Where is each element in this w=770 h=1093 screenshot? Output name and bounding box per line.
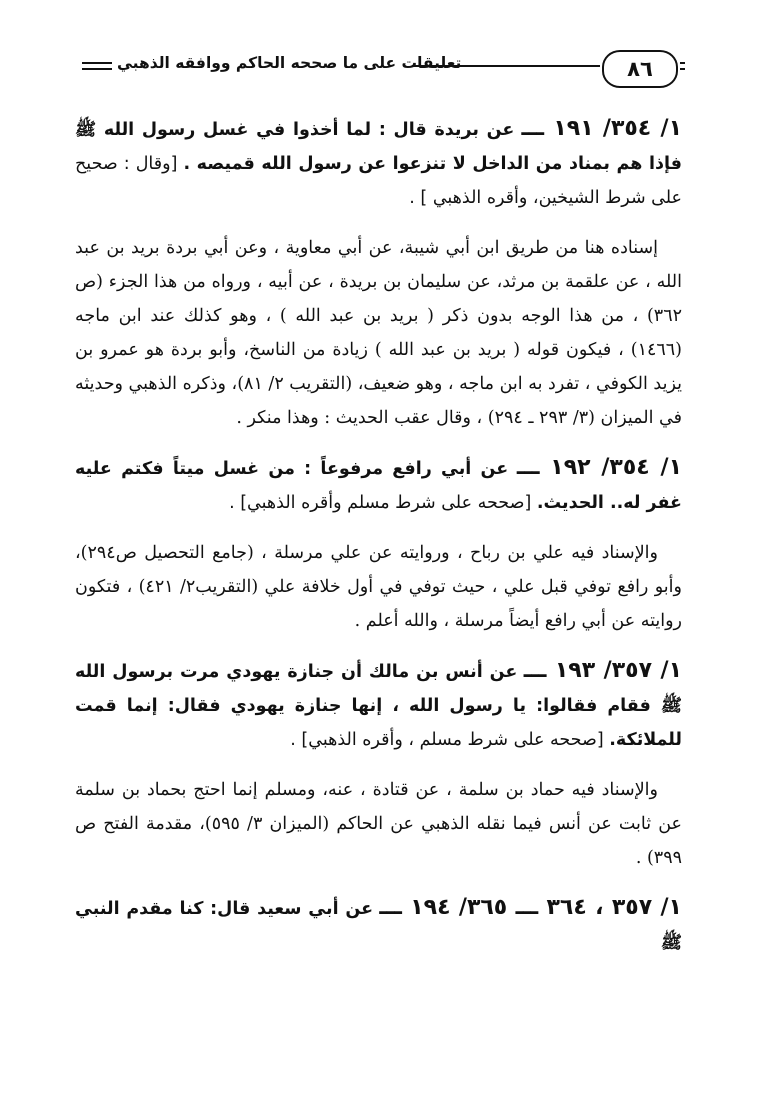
header-rule-left	[82, 62, 112, 64]
entry-number: ١/ ٣٥٤/ ١٩٢ ـــ	[516, 455, 682, 480]
page-body	[75, 112, 682, 976]
entry-193-comment	[75, 773, 682, 875]
entry-193-hadith	[75, 654, 682, 757]
comment-text: إسناده هنا من طريق ابن أبي شيبة، عن أبي معاوية ، وعن أبي بردة بريد بن عبد الله ، عن علقمة بن مرثد، عن سليمان بن بريدة ، عن أبيه ، ورواه من هذا الجزء (ص ٣٦٢) ، من هذا الوجه بدون ذكر ( بريد بن عبد الله ) ، وهو كذلك عند ابن ماجه (١٤٦٦) ، فيكون قوله ( بريد بن عبد الله ) زيادة من الناسخ، وأبو بردة هو عمرو بن يزيد الكوفي ، تفرد به ابن ماجه ، وهو ضعيف، (التقريب ٢/ ٨١)، وذكره الذهبي وحديثه في الميزان (٣/ ٢٩٣ ـ ٢٩٤) ، وقال عقب الحديث : وهذا منكر .	[75, 238, 682, 428]
hadith-text: عن أبي رافع مرفوعاً : من غسل ميتاً فكتم عليه غفر له.. الحديث.	[75, 459, 682, 513]
entry-number: ١/ ٣٥٧ ، ٣٦٤ ـــ ٣٦٥/ ١٩٤ ـــ	[379, 895, 682, 920]
ruling-text: [صححه على شرط مسلم وأقره الذهبي] .	[229, 493, 532, 513]
entry-number: ١/ ٣٥٤/ ١٩١ ـــ	[521, 116, 682, 141]
header-rule-right	[680, 62, 685, 64]
entry-194-hadith	[75, 891, 682, 960]
comment-text: والإسناد فيه حماد بن سلمة ، عن قتادة ، عنه، ومسلم إنما احتج بحماد بن سلمة عن ثابت عن أنس فيما نقله الذهبي عن الحاكم (الميزان ٣/ ٥٩٥)، مقدمة الفتح ص ٣٩٩) .	[75, 780, 682, 868]
entry-192-hadith	[75, 451, 682, 520]
page-header	[82, 48, 685, 88]
entry-number: ١/ ٣٥٧/ ١٩٣ ـــ	[523, 658, 683, 683]
entry-191-comment	[75, 231, 682, 435]
hadith-text: عن أبي سعيد قال: كنا مقدم النبي ﷺ	[75, 899, 682, 953]
ruling-text: [صححه على شرط مسلم ، وأقره الذهبي] .	[290, 730, 604, 750]
header-rule-right-2	[680, 68, 685, 70]
running-title: تعليقات على ما صححه الحاكم ووافقه الذهبي	[117, 54, 462, 72]
hadith-text: عن بريدة قال : لما أخذوا في غسل رسول الله ﷺ فإذا هم بمناد من الداخل لا تنزعوا عن رسول الله قميصه .	[75, 120, 682, 174]
page-number: ٨٦	[602, 50, 678, 88]
comment-text: والإسناد فيه علي بن رباح ، وروايته عن علي مرسلة ، (جامع التحصيل ص٢٩٤)، وأبو رافع توفي قبل علي ، حيث توفي في أول خلافة علي (التقريب٢/ ٤٢١) ، فتكون روايته عن أبي رافع أيضاً مرسلة ، والله أعلم .	[75, 543, 682, 631]
hadith-text: عن أنس بن مالك أن جنازة يهودي مرت برسول الله ﷺ فقام فقالوا: يا رسول الله ، إنها جنازة يهودي فقال: إنما قمت للملائكة.	[75, 662, 682, 750]
ruling-text: [وقال : صحيح على شرط الشيخين، وأقره الذهبي ] .	[75, 154, 682, 208]
entry-191-hadith	[75, 112, 682, 215]
entry-192-comment	[75, 536, 682, 638]
header-rule-left-2	[82, 68, 112, 70]
